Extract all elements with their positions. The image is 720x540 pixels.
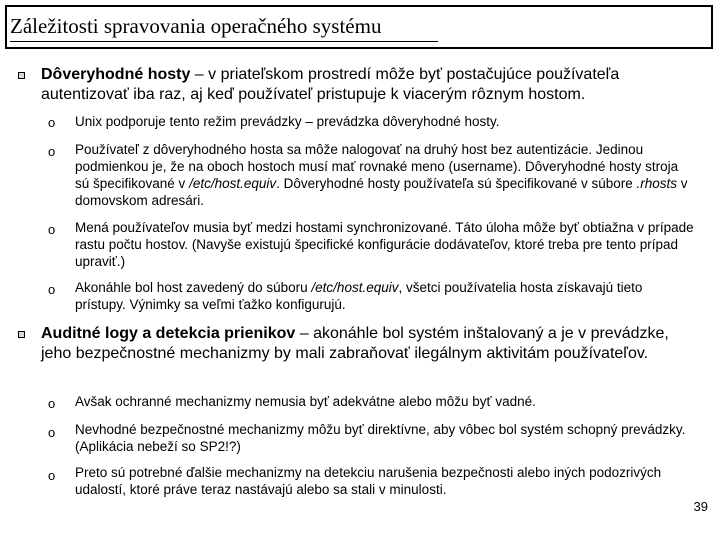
file-path: /etc/host.equiv <box>311 280 399 295</box>
list-item <box>75 464 695 498</box>
page-number: 39 <box>693 499 708 514</box>
page-title: Záležitosti spravovania operačného systému <box>10 14 382 38</box>
list-item <box>75 393 695 410</box>
square-bullet-icon <box>18 331 25 338</box>
list-item <box>75 279 695 313</box>
circle-bullet-icon: o <box>48 282 56 297</box>
list-item <box>75 421 695 455</box>
list-item-text: v domovskom adresári. <box>75 176 688 208</box>
section-text: – akonáhle bol systém inštalovaný a je v prevádzke, jeho bezpečnostné mechanizmy by mali zabraňovať ilegálnym aktivitám používateľov. <box>41 325 669 362</box>
title-underline <box>10 41 438 42</box>
list-item-text: Mená používateľov musia byť medzi hostami synchronizované. Táto úloha môže byť obtiažna v prípade rastu počtu hostov. (Navyše existujú špecifické konfigurácie dodávateľov, ktoré treba pre tento prípad upraviť.) <box>75 220 694 269</box>
list-item <box>75 113 695 130</box>
square-bullet-icon <box>18 72 25 79</box>
section-heading: Auditné logy a detekcia prienikov <box>41 325 296 342</box>
circle-bullet-icon: o <box>48 144 56 159</box>
file-path: /etc/host.equiv <box>189 176 277 191</box>
circle-bullet-icon: o <box>48 115 56 130</box>
section-heading: Dôveryhodné hosty <box>41 66 191 83</box>
circle-bullet-icon: o <box>48 222 56 237</box>
list-item-text: Unix podporuje tento režim prevádzky – prevádzka dôveryhodné hosty. <box>75 114 500 129</box>
list-item-text: Avšak ochranné mechanizmy nemusia byť adekvátne alebo môžu byť vadné. <box>75 394 536 409</box>
list-item-text: . Dôveryhodné hosty používateľa sú špecifikované v súbore <box>276 176 637 191</box>
list-item-text: Nevhodné bezpečnostné mechanizmy môžu byť direktívne, aby vôbec bol systém schopný prevádzky. (Aplikácia nebeží so SP2!?) <box>75 422 686 454</box>
list-item-text: , všetci používatelia hosta získavajú tieto prístupy. Výnimky sa veľmi ťažko konfigurujú. <box>75 280 643 312</box>
circle-bullet-icon: o <box>48 468 56 483</box>
section-audit-logs <box>41 324 681 364</box>
list-item <box>75 141 695 209</box>
list-item-text: Akonáhle bol host zavedený do súboru <box>75 280 312 295</box>
section-text: – v priateľskom prostredí môže byť postačujúce používateľa autentizovať iba raz, aj keď používateľ pristupuje k viacerým rôznym hostom. <box>41 66 620 103</box>
circle-bullet-icon: o <box>48 425 56 440</box>
list-item-text: Používateľ z dôveryhodného hosta sa môže nalogovať na druhý host bez autentizácie. Jedinou podmienkou je, že na oboch hostoch musí mať rovnaké meno (username). Dôveryhodné hosty stroja sú špecifikované v <box>75 142 679 191</box>
list-item <box>75 219 695 270</box>
list-item-text: Preto sú potrebné ďalšie mechanizmy na detekciu narušenia bezpečnosti alebo iných podozrivých udalostí, ktoré práve teraz nastávajú alebo sa stali v minulosti. <box>75 465 662 497</box>
section-trusted-hosts <box>41 65 681 105</box>
file-path: .rhosts <box>636 176 678 191</box>
circle-bullet-icon: o <box>48 396 56 411</box>
